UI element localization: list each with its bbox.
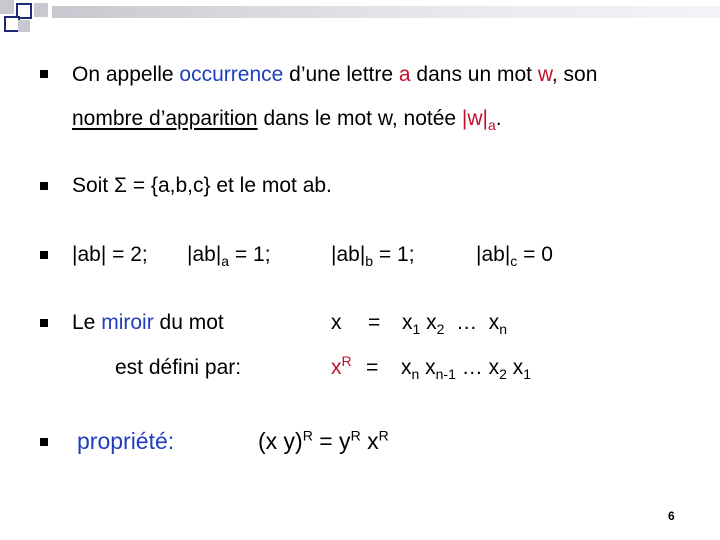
notation-end: . — [495, 107, 502, 130]
eq2-xn1: x — [425, 356, 436, 379]
deco-square-5 — [34, 3, 48, 17]
item1-line2 — [72, 107, 502, 134]
notation-sub: a — [488, 117, 496, 134]
term-occurrence: occurrence — [179, 63, 284, 86]
eq1-dots: … — [456, 311, 478, 334]
corner-decoration — [0, 0, 720, 40]
bullet-3 — [40, 251, 48, 259]
prop-sup2: R — [350, 427, 361, 444]
eq2-xn1-sub: n-1 — [435, 366, 456, 383]
item2-line: Soit Σ = {a,b,c} et le mot ab. — [72, 174, 332, 197]
item3-part3 — [331, 243, 415, 270]
propriete-label: propriété: — [77, 428, 175, 454]
eq1-rhs — [402, 311, 508, 338]
item3-part3-main: |ab| — [331, 243, 366, 266]
term-miroir: miroir — [101, 311, 154, 334]
property-equation — [258, 427, 389, 454]
prop-eq-c: x — [360, 428, 379, 454]
eq2-x1-sub: 1 — [523, 366, 531, 383]
eq1-x2: x — [426, 311, 437, 334]
prop-sup1: R — [302, 427, 313, 444]
eq1-x1: x — [402, 311, 413, 334]
eq2-xn-sub: n — [411, 366, 420, 383]
item3-part4 — [476, 243, 553, 270]
eq2-rhs — [401, 356, 531, 383]
eq2-x: x — [331, 356, 342, 379]
word-w: w — [537, 63, 552, 86]
letter-a: a — [398, 63, 411, 86]
item3-part2-main: |ab| — [187, 243, 222, 266]
item1-line1 — [72, 64, 597, 85]
eq1-lhs: x — [331, 311, 342, 334]
bullet-2 — [40, 182, 48, 190]
bullet-1 — [40, 70, 48, 78]
eq2-x2-sub: 2 — [499, 366, 507, 383]
item1-text-a: On appelle — [72, 63, 180, 86]
item1-text-b: d’une lettre — [283, 63, 399, 86]
eq1-equals: = — [368, 311, 381, 334]
eq2-sup: R — [341, 353, 352, 369]
item3-part4-sub: c — [510, 253, 518, 270]
item3-part2-sub: a — [221, 253, 230, 270]
item3-part3-end: = 1; — [373, 243, 415, 266]
item1-text-d: , son — [551, 63, 598, 86]
bullet-4 — [40, 319, 48, 327]
eq1-x1-sub: 1 — [412, 321, 421, 338]
eq2-equals: = — [366, 356, 379, 379]
prop-eq-b: = y — [312, 428, 351, 454]
eq1-x2-sub: 2 — [436, 321, 445, 338]
item3-part2-end: = 1; — [229, 243, 271, 266]
prop-eq-a: (x y) — [258, 428, 303, 454]
deco-square-4 — [18, 20, 30, 32]
prop-sup3: R — [378, 427, 389, 444]
item3-part1: |ab| = 2; — [72, 243, 148, 266]
eq2-dots: … — [461, 356, 483, 379]
page-number: 6 — [668, 509, 675, 523]
item4-line1 — [72, 312, 224, 333]
deco-square-1 — [0, 0, 14, 14]
eq2-x1: x — [512, 356, 524, 379]
item4-text-b: du mot — [153, 311, 224, 334]
item3-part3-sub: b — [365, 253, 374, 270]
deco-bar — [52, 6, 720, 18]
item1-line2-rest: dans le mot w, notée — [257, 107, 462, 130]
item3-part2 — [187, 243, 271, 270]
eq2-x2: x — [488, 356, 500, 379]
nombre-apparition: nombre d’apparition — [72, 107, 258, 130]
eq2-lhs — [331, 353, 352, 379]
bullet-5 — [40, 438, 48, 446]
notation-main: |w| — [461, 107, 488, 130]
item1-text-c: dans un mot — [410, 63, 538, 86]
item4-text-a: Le — [72, 311, 102, 334]
notation-w — [461, 107, 496, 134]
eq1-xn-sub: n — [499, 321, 508, 338]
eq2-xn: x — [401, 356, 412, 379]
item3-part4-end: = 0 — [517, 243, 553, 266]
item4-defline: est défini par: — [115, 356, 242, 379]
item3-part4-main: |ab| — [476, 243, 511, 266]
eq1-xn: x — [488, 311, 500, 334]
